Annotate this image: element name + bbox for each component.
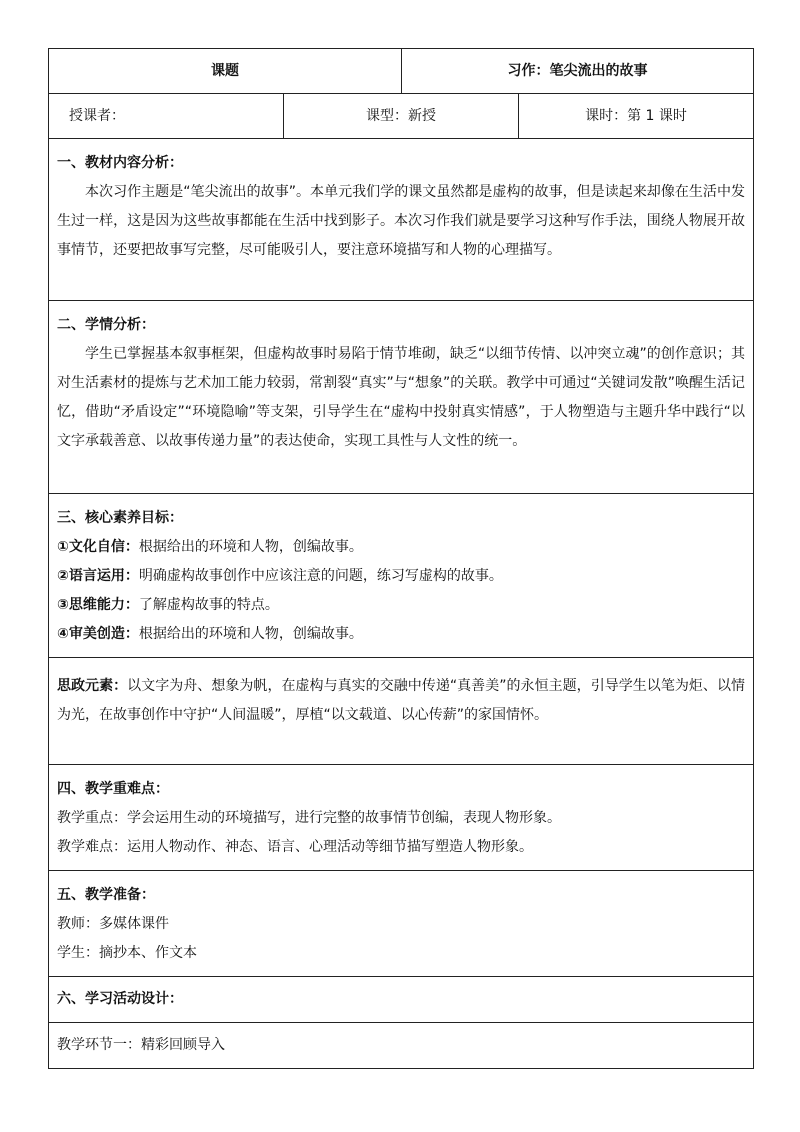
students-title: 二、学情分析： [57, 317, 155, 333]
prep-title: 五、教学准备： [57, 887, 155, 903]
ideology-text: 以文字为舟、想象为帆，在虚构与真实的交融中传递“真善美”的永恒主题，引导学生以笔为炬、以情为光，在故事创作中守护“人间温暖”，厚植“以文载道、以心传薪”的家国情怀。 [57, 678, 745, 723]
prep-section [49, 871, 754, 977]
teacher-cell [49, 94, 284, 139]
step1-row [49, 1023, 754, 1069]
ideology-row [49, 658, 754, 765]
material-row [49, 139, 754, 301]
goal-item [57, 591, 745, 620]
header-row [49, 49, 754, 94]
material-section [49, 139, 754, 301]
lesson-type: 课型：新授 [366, 107, 436, 124]
prep-row [49, 871, 754, 977]
goal-text: 根据给出的环境和人物，创编故事。 [138, 539, 363, 555]
ideology-section [49, 658, 754, 765]
material-title: 一、教材内容分析： [57, 155, 183, 171]
goals-title: 三、核心素养目标： [57, 510, 183, 526]
ideology-label: 思政元素： [57, 678, 128, 694]
lesson-plan-table [48, 48, 754, 1069]
step1-text: 教学环节一：精彩回顾导入 [57, 1037, 225, 1053]
goal-text: 根据给出的环境和人物，创编故事。 [138, 626, 363, 642]
students-row [49, 301, 754, 494]
material-body: 本次习作主题是“笔尖流出的故事”。本单元我们学的课文虽然都是虚构的故事，但是读起来却像在生活中发生过一样，这是因为这些故事都能在生活中找到影子。本次习作我们就是要学习这种写作手法，围绕人物展开故事情节，还要把故事写完整，尽可能吸引人，要注意环境描写和人物的心理描写。 [57, 184, 745, 258]
design-section [49, 977, 754, 1023]
goal-item [57, 620, 745, 649]
goal-item [57, 562, 745, 591]
lesson-period: 课时：第 1 课时 [585, 107, 687, 124]
goal-label: ③思维能力： [57, 597, 139, 613]
header-label: 课题 [211, 62, 239, 79]
goal-text: 明确虚构故事创作中应该注意的问题，练习写虚构的故事。 [138, 568, 503, 584]
design-title: 六、学习活动设计： [57, 991, 183, 1007]
teacher-label: 授课者： [69, 107, 125, 124]
keypoints-section [49, 765, 754, 871]
type-cell [284, 94, 519, 139]
goal-item [57, 533, 745, 562]
key-focus: 教学重点：学会运用生动的环境描写，进行完整的故事情节创编，表现人物形象。 [57, 810, 561, 826]
keypoints-title: 四、教学重难点： [57, 781, 169, 797]
lesson-title: 习作：笔尖流出的故事 [507, 62, 648, 79]
goal-label: ②语言运用： [57, 568, 139, 584]
header-label-cell [49, 49, 402, 94]
goal-label: ①文化自信： [57, 539, 139, 555]
step1-section [49, 1023, 754, 1069]
keypoints-row [49, 765, 754, 871]
ideology-paragraph [57, 672, 745, 730]
students-section [49, 301, 754, 494]
period-cell [519, 94, 754, 139]
header-title-cell [402, 49, 754, 94]
prep-student: 学生：摘抄本、作文本 [57, 945, 197, 961]
goals-row [49, 494, 754, 658]
goal-label: ④审美创造： [57, 626, 139, 642]
goals-section [49, 494, 754, 658]
design-row [49, 977, 754, 1023]
meta-row [49, 94, 754, 139]
students-body: 学生已掌握基本叙事框架，但虚构故事时易陷于情节堆砌，缺乏“以细节传情、以冲突立魂”的创作意识；其对生活素材的提炼与艺术加工能力较弱，常割裂“真实”与“想象”的关联。教学中可通过“关键词发散”唤醒生活记忆，借助“矛盾设定”“环境隐喻”等支架，引导学生在“虚构中投射真实情感”，于人物塑造与主题升华中践行“以文字承载善意、以故事传递力量”的表达使命，实现工具性与人文性的统一。 [57, 346, 745, 449]
prep-teacher: 教师：多媒体课件 [57, 916, 169, 932]
key-difficulty: 教学难点：运用人物动作、神态、语言、心理活动等细节描写塑造人物形象。 [57, 839, 533, 855]
lesson-plan-page [48, 48, 753, 1069]
goal-text: 了解虚构故事的特点。 [138, 597, 279, 613]
